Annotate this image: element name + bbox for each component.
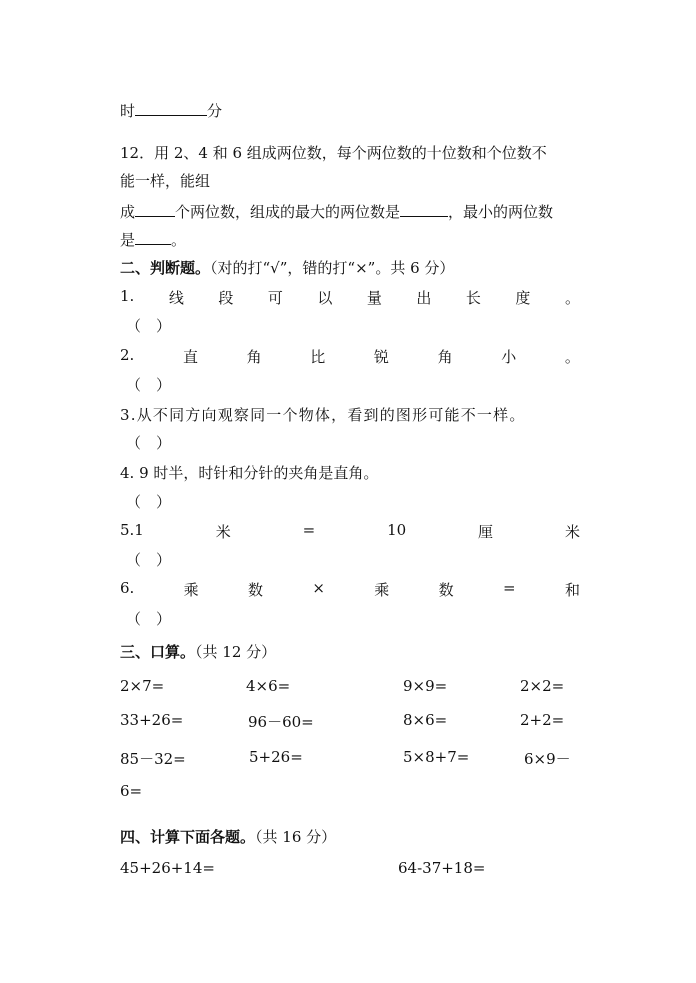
q12-text-a: 成 (120, 203, 136, 221)
item1-word: 出 (416, 289, 432, 307)
item1-word: 可 (267, 289, 283, 307)
item2-word: 2. (120, 346, 135, 364)
section2-note: （对的打“√”，错的打“×”。共 6 分） (210, 259, 455, 277)
calc-item: 6×9－ (524, 750, 571, 768)
judge-item-3: 3.从不同方向观察同一个物体，看到的图形可能不一样。 (120, 406, 526, 424)
item1-word: 1. (120, 287, 135, 305)
item1-word: 量 (366, 289, 382, 307)
section2-heading (120, 257, 454, 278)
calc-item: 2×7= (120, 677, 165, 695)
answer-paren-1[interactable]: （ ） (126, 317, 172, 335)
q12-blank-min[interactable] (135, 230, 171, 245)
answer-paren-6[interactable]: （ ） (126, 610, 172, 628)
q12-blank-count[interactable] (135, 202, 175, 217)
answer-paren-5[interactable]: （ ） (126, 551, 172, 569)
calc-item: 9×9= (403, 677, 448, 695)
item1-word: 段 (218, 289, 234, 307)
item6-word: 数 (248, 581, 264, 599)
answer-paren-2[interactable]: （ ） (126, 376, 172, 394)
q12-text-e: 。 (171, 231, 187, 249)
item2-word: 。 (564, 348, 580, 366)
calc-item: 5+26= (249, 748, 303, 766)
calc-item: 8×6= (403, 711, 448, 729)
q12-line1: 12．用 2、4 和 6 组成两位数，每个两位数的十位数和个位数不 (120, 144, 547, 162)
calc-item: 2×2= (520, 677, 565, 695)
item6-word: 乘 (374, 581, 390, 599)
q12-line2: 能一样，能组 (120, 172, 211, 190)
item2-word: 比 (310, 348, 326, 366)
item5-word: 厘 (478, 523, 494, 541)
answer-paren-3[interactable]: （ ） (126, 434, 172, 452)
q11-prefix: 时 (120, 102, 136, 120)
item1-word: 以 (317, 289, 333, 307)
calc-item-wrap: 6= (120, 782, 143, 800)
q11-blank[interactable] (135, 101, 207, 116)
compute-item: 64-37+18= (398, 859, 486, 877)
q11-suffix: 分 (207, 102, 223, 120)
q11-answer-line (120, 100, 222, 121)
calc-item: 33+26= (120, 711, 184, 729)
judge-item-5 (120, 521, 580, 542)
section4-title: 四、计算下面各题。 (120, 828, 256, 846)
judge-item-6 (120, 579, 580, 600)
section4-note: （共 16 分） (255, 828, 337, 846)
section3-title: 三、口算。 (120, 643, 196, 661)
item2-word: 锐 (373, 348, 389, 366)
item2-word: 角 (246, 348, 262, 366)
section2-title: 二、判断题。 (120, 259, 211, 277)
section4-heading (120, 826, 336, 847)
calc-item: 85－32= (120, 750, 186, 768)
q12-line3 (120, 201, 553, 222)
calc-item: 96－60= (248, 713, 314, 731)
calc-item: 2+2= (520, 711, 565, 729)
q12-text-b: 个两位数，组成的最大的两位数是 (175, 203, 401, 221)
item6-word: 6. (120, 579, 135, 597)
item5-word: 米 (564, 523, 580, 541)
judge-item-2 (120, 346, 580, 367)
item1-word: 线 (168, 289, 184, 307)
item5-word: = (302, 521, 316, 539)
q12-text-d: 是 (120, 231, 136, 249)
compute-item: 45+26+14= (120, 859, 215, 877)
item5-word: 米 (215, 523, 231, 541)
q12-text-c: ，最小的两位数 (448, 203, 554, 221)
calc-item: 4×6= (246, 677, 291, 695)
item2-word: 直 (182, 348, 198, 366)
section3-note: （共 12 分） (195, 643, 277, 661)
q12-line4 (120, 229, 186, 250)
item5-word: 10 (387, 521, 407, 539)
item6-word: 数 (438, 581, 454, 599)
item5-word: 5.1 (120, 521, 144, 539)
item2-word: 角 (437, 348, 453, 366)
item2-word: 小 (501, 348, 517, 366)
judge-item-1 (120, 287, 580, 308)
section3-heading (120, 641, 276, 662)
item6-word: × (312, 579, 325, 597)
judge-item-4: 4. 9 时半，时针和分针的夹角是直角。 (120, 464, 379, 482)
item6-word: = (503, 579, 516, 597)
calc-item: 5×8+7= (403, 748, 470, 766)
answer-paren-4[interactable]: （ ） (126, 493, 172, 511)
item1-word: 度 (515, 289, 531, 307)
item1-word: 长 (465, 289, 481, 307)
item6-word: 和 (564, 581, 580, 599)
item1-word: 。 (564, 289, 580, 307)
item6-word: 乘 (183, 581, 199, 599)
q12-blank-max[interactable] (400, 202, 448, 217)
